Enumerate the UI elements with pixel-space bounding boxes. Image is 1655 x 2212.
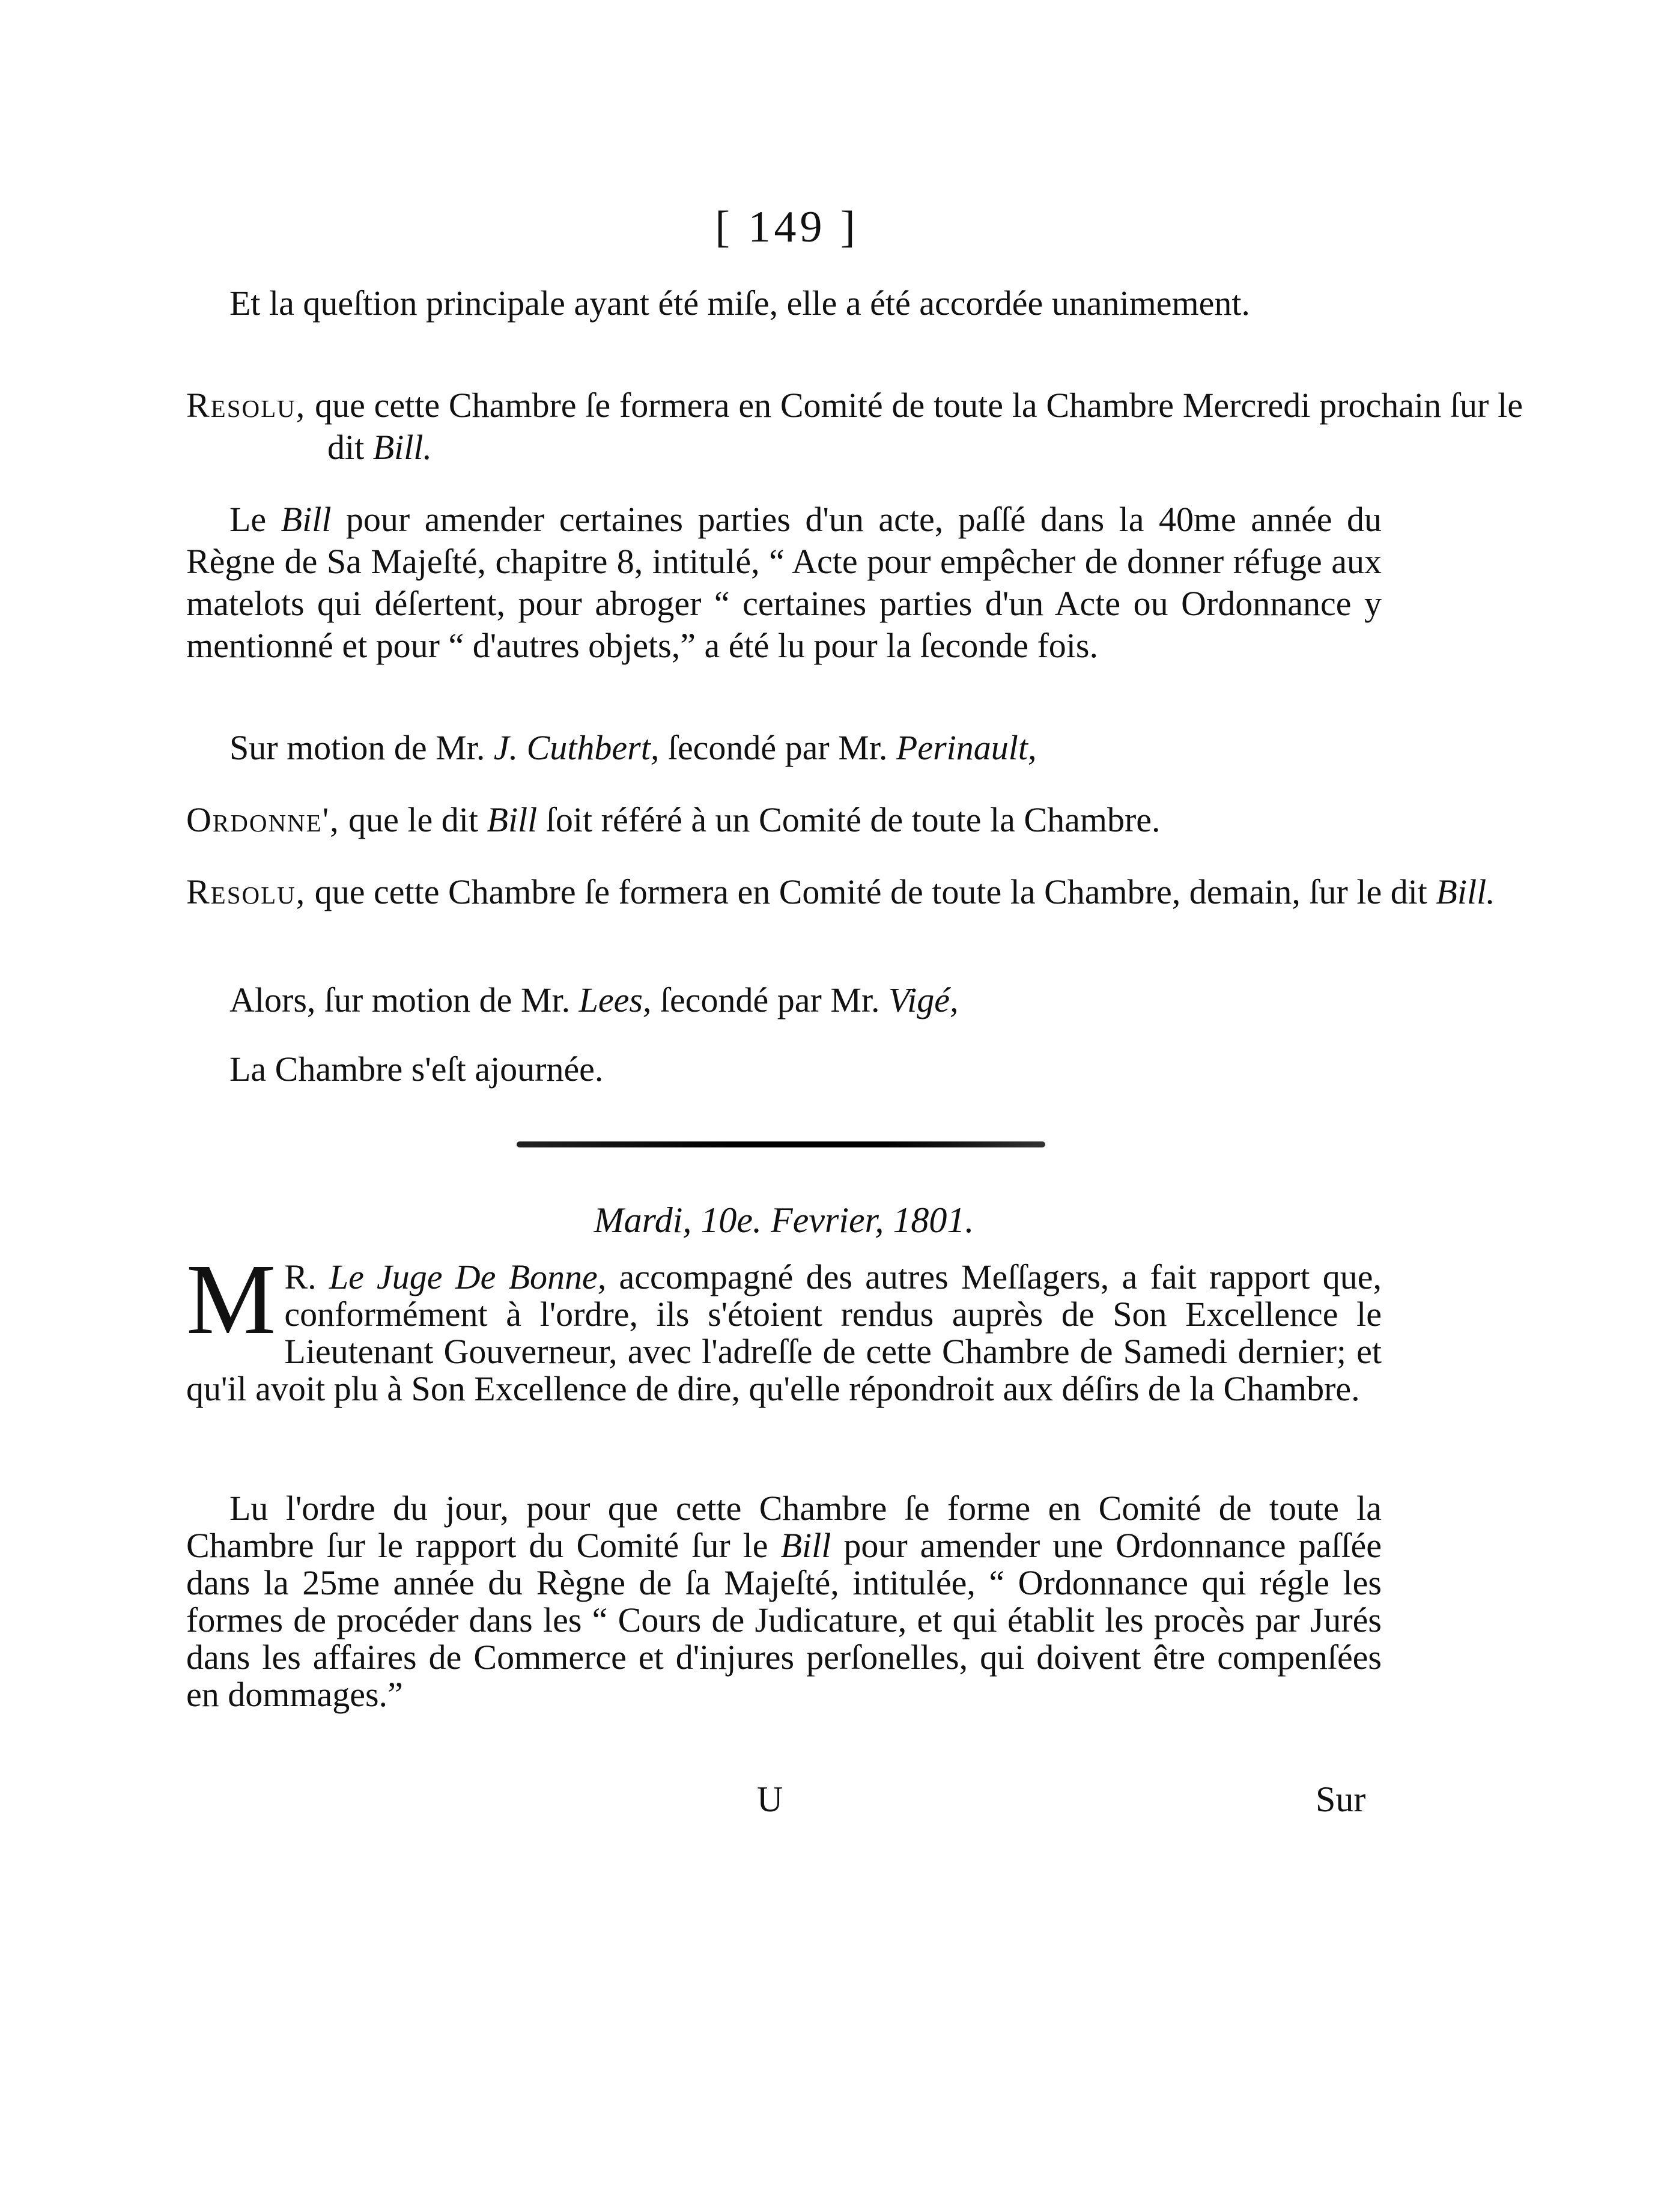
resolu-heading: Resolu, (186, 386, 306, 425)
page-number: [ 149 ] (715, 202, 859, 252)
catchword: Sur (1316, 1779, 1366, 1819)
member-name: Le Juge De Bonne, (329, 1257, 607, 1296)
section-divider-rule (517, 1141, 1045, 1147)
resolu-heading: Resolu, (186, 872, 306, 911)
bill-term: Bill. (1436, 872, 1495, 911)
paragraph-motion-cuthbert (186, 727, 1382, 769)
paragraph-text: accompagné des autres Meſſagers, a fait rapport que, conformément à l'ordre, ils s'étoient rendus auprès de Son Excellence le Lieutenant Gouverneur, avec l'adreſſe de cette Chambre de Samedi dernier; et qu'il avoit plu à Son Excellence de dire, qu'elle répondroit aux déſirs de la Chambre. (186, 1257, 1382, 1408)
paragraph-text: que cette Chambre ſe formera en Comité de toute la Chambre Mercredi prochain ſur le dit (306, 386, 1523, 467)
paragraph-resolu-tomorrow (186, 871, 1562, 913)
member-name: J. Cuthbert, (493, 728, 660, 767)
paragraph-text: Lu l'ordre du jour, pour que cette Chambre ſe forme en Comité de toute la Chambre ſur le rapport du Comité ſur le (186, 1489, 1382, 1565)
drop-cap: M (186, 1244, 276, 1355)
paragraph-text: ſecondé par Mr. (651, 980, 889, 1019)
paragraph-adjourned (186, 1048, 1382, 1090)
signature-mark: U (757, 1779, 783, 1819)
session-date (186, 1199, 1382, 1242)
paragraph-text: pour amender une Ordonnance paſſée dans la 25me année du Règne de ſa Majeſté, intitulée, “ Ordonnance qui régle les formes de procéder dans les “ Cours de Judicature, et qui établit les procès par Jurés dans les affaires de Commerce et d'injures perſonelles, qui doivent être compenſées en dommages.” (186, 1526, 1382, 1714)
paragraph-ordonne (186, 799, 1382, 841)
paragraph-text: R. (284, 1257, 329, 1296)
paragraph-text: ſoit référé à un Comité de toute la Chambre. (537, 800, 1161, 839)
paragraph-order-of-day (186, 1490, 1382, 1713)
paragraph-text: Sur motion de Mr. (229, 728, 494, 767)
paragraph-bill-second-reading (186, 499, 1382, 667)
paragraph-de-bonne-report (186, 1244, 1382, 1408)
paragraph-text: La Chambre s'eſt ajournée. (229, 1050, 604, 1089)
bill-term: Bill (487, 800, 538, 839)
paragraph-resolu-wednesday (186, 384, 1523, 469)
paragraph-text: Le (229, 500, 281, 539)
member-name: Lees, (578, 980, 652, 1019)
ordonne-heading: Ordonne', (186, 800, 340, 839)
paragraph-question-accorded (186, 282, 1382, 324)
paragraph-text: que le dit (339, 800, 487, 839)
session-date-text: Mardi, 10e. Fevrier, 1801. (594, 1200, 974, 1240)
paragraph-text: Et la queſtion principale ayant été miſe, elle a été accordée unanimement. (229, 284, 1250, 323)
bill-term: Bill (780, 1526, 831, 1565)
bill-term: Bill (281, 500, 332, 539)
paragraph-text: pour amender certaines parties d'un acte, paſſé dans la 40me année du Règne de Sa Majeſté, chapitre 8, intitulé, “ Acte pour empêcher de donner réfuge aux matelots qui déſertent, pour abroger “ certaines parties d'un Acte ou Ordonnance y mentionné et pour “ d'autres objets,” a été lu pour la ſeconde fois. (186, 500, 1382, 665)
member-name: Perinault, (896, 728, 1037, 767)
paragraph-text: Alors, ſur motion de Mr. (229, 980, 579, 1019)
member-name: Vigé, (888, 980, 959, 1019)
bill-term: Bill. (372, 428, 433, 467)
paragraph-text: ſecondé par Mr. (659, 728, 896, 767)
paragraph-text: que cette Chambre ſe formera en Comité de toute la Chambre, demain, ſur le dit (306, 872, 1436, 911)
paragraph-motion-lees (186, 979, 1382, 1021)
